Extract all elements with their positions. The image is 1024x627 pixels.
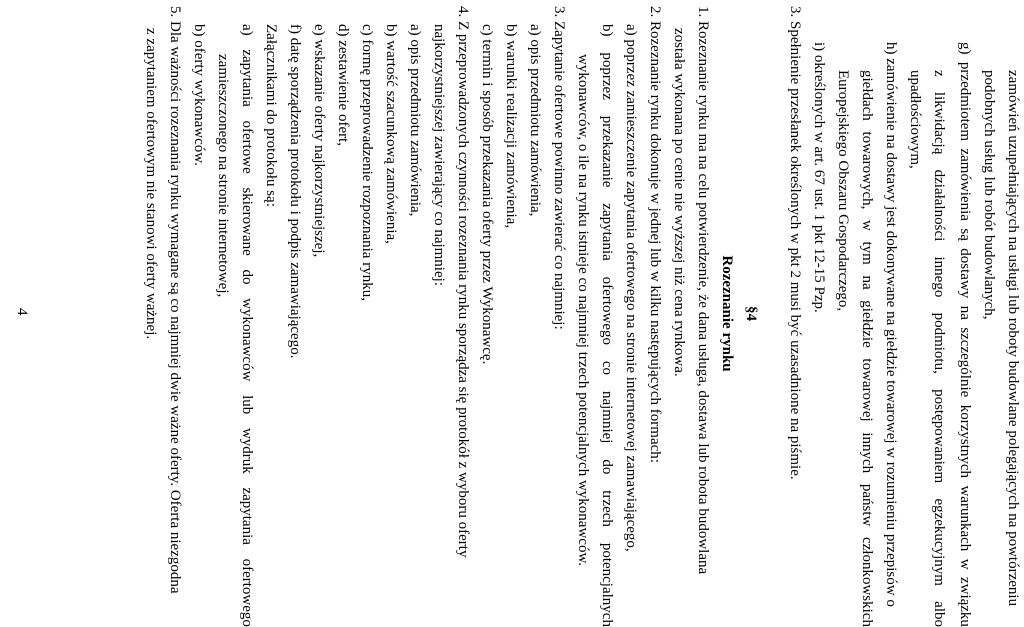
text-line: a) opis przedmiotu zamówienia,: [527, 24, 543, 217]
text-line: a) poprzez zamieszczenie zapytania ofertowego na stronie internetowej zamawiającego,: [623, 24, 639, 552]
text-line: a) opis przedmiotu zamówienia,: [407, 24, 423, 217]
text-line: h) zamówienie na dostawy jest dokonywane na giełdzie towarowej w rozumieniu przepisów o: [883, 42, 899, 607]
text-line: giełdach towarowych, w tym na giełdzie towarowej innych państw członkowskich: [859, 70, 875, 627]
page-number: 4: [14, 308, 30, 316]
text-line: c) formę przeprowadzenie rozpoznania rynku,: [359, 24, 375, 301]
text-line: b) wartość szacunkową zamówienia,: [383, 24, 399, 244]
text-line: 1. Rozeznanie rynku ma na celu potwierdzenie, że dana usługa, dostawa lub robota budowlana: [695, 6, 711, 575]
text-line: b) warunki realizacji zamówienia,: [503, 24, 519, 229]
text-line: zamówień uzupełniających na usługi lub roboty budowlane polegających na powtórzeniu: [1005, 70, 1021, 607]
text-line: z likwidacją działalności innego podmiotu, postępowaniem egzekucyjnym albo: [931, 70, 947, 627]
text-line: podobnych usług lub robót budowlanych,: [981, 70, 997, 320]
text-line: f) datę sporządzenia protokołu i podpis zamawiającego.: [287, 24, 303, 359]
text-line: e) wskazanie oferty najkorzystniejszej,: [311, 24, 327, 258]
text-line: Załącznikami do protokołu są:: [263, 24, 279, 207]
text-line: Europejskiego Obszaru Gospodarczego,: [835, 70, 851, 312]
text-line: z zapytaniem ofertowym nie stanowi oferty ważnej.: [143, 28, 159, 340]
text-line: b) oferty wykonawców.: [191, 24, 207, 166]
text-line: b) poprzez przekazanie zapytania ofertowego co najmniej do trzech potencjalnych: [599, 24, 615, 627]
section-number: §4: [743, 306, 759, 321]
text-line: 5. Dla ważności rozeznania rynku wymagane są co najmniej dwie ważne oferty. Oferta niezgodna: [167, 6, 183, 594]
text-line: d) zestawienie ofert,: [335, 24, 351, 147]
text-line: 3. Zapytanie ofertowe powinno zawierać co najmniej:: [551, 6, 567, 330]
text-line: zamieszczonego na stronie internetowej,: [215, 54, 231, 298]
text-line: wykonawców, o ile na rynku istnieje co najmniej trzech potencjalnych wykonawców.: [575, 54, 591, 567]
text-line: a) zapytania ofertowe skierowane do wykonawców lub wydruk zapytania ofertowego: [239, 24, 255, 627]
text-line: została wykonana po cenie nie wyższej niż cena rynkowa.: [671, 28, 687, 377]
text-line: c) termin i sposób przekazania oferty przez Wykonawcę.: [479, 24, 495, 365]
text-line: i) określonych w art. 67 ust. 1 pkt 12-15 Pzp.: [811, 42, 827, 313]
text-line: 2. Rozeznanie rynku dokonuje w jednej lub w kilku następujących formach:: [647, 6, 663, 463]
text-line: 4. Z przeprowadzonych czynności rozeznania rynku sporządza się protokół z wyboru oferty: [455, 6, 471, 558]
text-line: 3. Spełnienie przesłanek określonych w pkt 2 musi być uzasadnione na piśmie.: [787, 6, 803, 480]
text-line: upadłościowym,: [907, 70, 923, 169]
text-line: g) przedmiotem zamówienia są dostawy na szczególnie korzystnych warunkach w związku: [957, 42, 973, 627]
text-line: najkorzystniejszej zawierający co najmniej:: [431, 24, 447, 286]
section-title: Rozeznanie rynku: [719, 255, 735, 372]
